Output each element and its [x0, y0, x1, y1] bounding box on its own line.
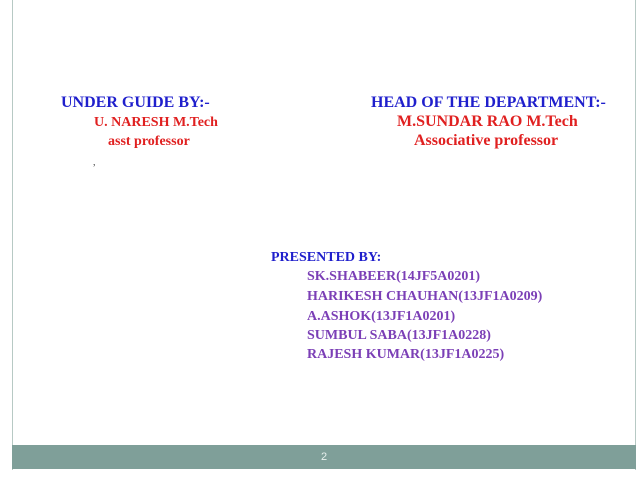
guide-role: asst professor [108, 134, 190, 149]
presenter-item: RAJESH KUMAR(13JF1A0225) [307, 347, 505, 362]
stray-mark: , [93, 157, 96, 168]
presenter-item: A.ASHOK(13JF1A0201) [307, 309, 456, 324]
presenter-item: SUMBUL SABA(13JF1A0228) [307, 328, 491, 343]
presenter-item: HARIKESH CHAUHAN(13JF1A0209) [307, 289, 543, 304]
hod-role: Associative professor [414, 132, 559, 149]
page-number: 2 [320, 451, 328, 463]
guide-heading: UNDER GUIDE BY:- [61, 94, 210, 111]
hod-heading: HEAD OF THE DEPARTMENT:- [371, 94, 606, 111]
hod-name: M.SUNDAR RAO M.Tech [397, 113, 578, 130]
presented-by-heading: PRESENTED BY: [271, 250, 382, 265]
footer-bar [12, 445, 636, 469]
slide-frame [12, 0, 636, 470]
presenter-item: SK.SHABEER(14JF5A0201) [307, 269, 481, 284]
guide-name: U. NARESH M.Tech [94, 115, 218, 130]
